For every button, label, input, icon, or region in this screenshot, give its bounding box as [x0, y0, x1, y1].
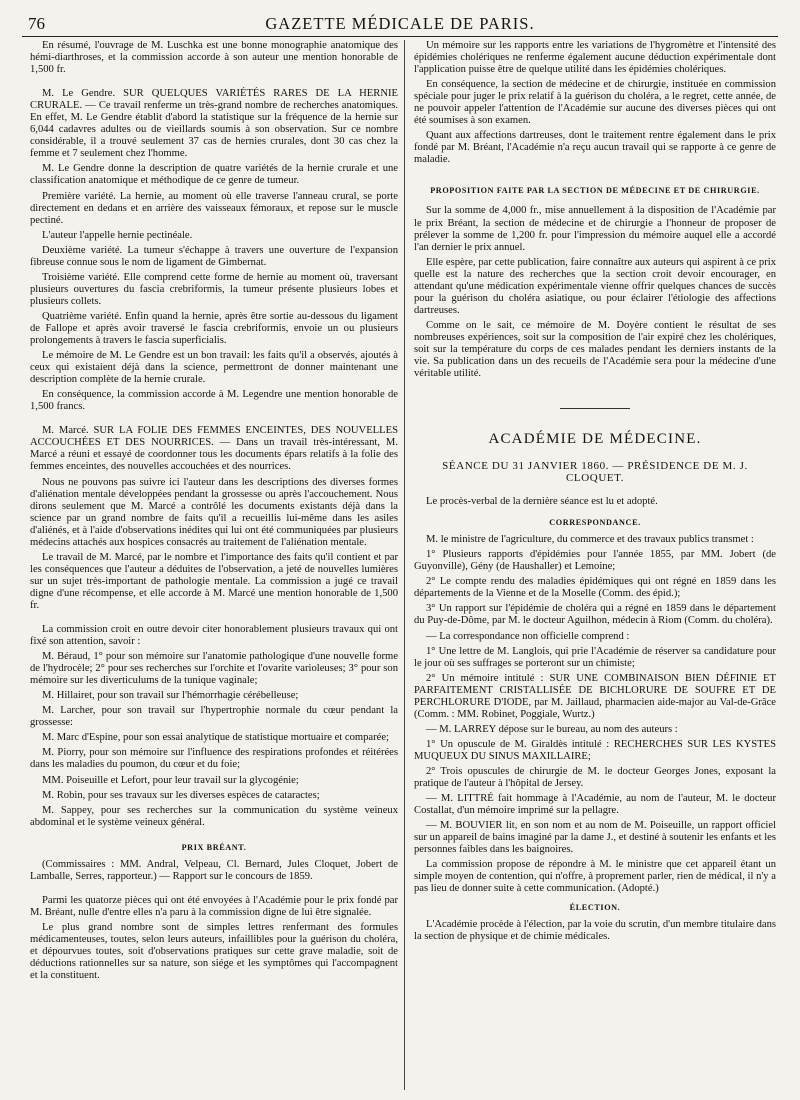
paragraph: 1° Une lettre de M. Langlois, qui prie l'Académie de réserver sa candidature pour le jour où ses suffrages se porteront sur un chimiste;	[414, 645, 776, 669]
left-column	[30, 40, 398, 1095]
paragraph: M. Marc d'Espine, pour son essai analytique de statistique mortuaire et comparée;	[42, 732, 389, 744]
right-column	[414, 40, 776, 1095]
paragraph: En résumé, l'ouvrage de M. Luschka est une bonne monographie anatomique des hémi-diarthroses, et la commission accorde à son auteur une mention honorable de 1,500 fr.	[30, 40, 398, 76]
paragraph: Nous ne pouvons pas suivre ici l'auteur dans les descriptions des diverses formes d'aliénation mentale développées pendant la grossesse ou après l'accouchement. Nous dirons seulement que M. Marcé a contrôlé les documents existants déjà dans la science par un grand nombre de faits qu'il a recueillis lui-même dans les asiles d'aliénés, et à l'aide d'observations inédites qui lui ont été communiquées par plusieurs médecins attachés aux hospices consacrés au traitement de l'aliénation mentale.	[30, 476, 398, 548]
paragraph: L'auteur l'appelle hernie pectinéale.	[42, 229, 193, 241]
paragraph: Elle espère, par cette publication, faire connaître aux auteurs qui aspirent à ce prix quelle est la nature des recherches que la section croit devoir encourager, en attendant qu'une médication expérimentale vienne offrir quelques chances de succès pour la guérison du choléra asiatique, ou pour éclairer l'étiologie des affections dartreuses.	[414, 256, 776, 316]
correspondance-heading: CORRESPONDANCE.	[549, 518, 641, 528]
paragraph: M. Béraud, 1° pour son mémoire sur l'anatomie pathologique d'une nouvelle forme de l'hydrocèle; 2° pour ses recherches sur l'orchite et l'ovarite varioleuses; 3° pour son mémoire sur les diverticulums de la tunique vaginale;	[30, 651, 398, 687]
paragraph: M. Hillairet, pour son travail sur l'hémorrhagie cérébelleuse;	[42, 690, 299, 702]
paragraph: M. Sappey, pour ses recherches sur la communication du système veineux abdominal et le système veineux général.	[30, 804, 398, 828]
paragraph: — M. LARREY dépose sur le bureau, au nom des auteurs :	[426, 723, 678, 735]
paragraph: M. Piorry, pour son mémoire sur l'influence des respirations profondes et réitérées dans les maladies du poumon, du cœur et du foie;	[30, 747, 398, 771]
paragraph: Première variété. La hernie, au moment où elle traverse l'anneau crural, se porte directement en dedans et en arrière des vaisseaux fémoraux, et repose sur le muscle pectiné.	[30, 190, 398, 226]
paragraph: L'Académie procède à l'élection, par la voie du scrutin, d'un membre titulaire dans la section de physique et de chimie médicales.	[414, 919, 776, 943]
paragraph: Le travail de M. Marcé, par le nombre et l'importance des faits qu'il contient et par les conséquences que l'auteur a déduites de l'observation, a jeté de nouvelles lumières sur un sujet très-important de pathologie mentale. La commission a jugé ce travail digne d'une récompense, et elle accorde à M. Marcé une mention honorable de 1,500 fr.	[30, 551, 398, 611]
paragraph: Troisième variété. Elle comprend cette forme de hernie au moment où, traversant plusieurs ouvertures du fascia crebriformis, la tumeur présente plusieurs lobes et plusieurs collets.	[30, 271, 398, 307]
paragraph: Le plus grand nombre sont de simples lettres renfermant des formules médicamenteuses, toutes, selon leurs auteurs, infaillibles pour la guérison du choléra, et dépourvues toutes, soit d'observations pratiques sur cette grave maladie, soit de déductions rationnelles sur sa nature, son siége et les symptômes qui l'accompagnent et la constituent.	[30, 921, 398, 982]
paragraph: Comme on le sait, ce mémoire de M. Doyère contient le résultat de ses nombreuses expériences, soit sur la composition de l'air expiré chez les cholériques, soit sur la température du corps de ces malades pendant les derniers instants de la vie. Sa publication dans un des recueils de l'Académie sera pour la médecine d'une véritable utilité.	[414, 319, 776, 380]
paragraph: 2° Le compte rendu des maladies épidémiques qui ont régné en 1859 dans les départements de la Vienne et de la Moselle (Comm. des épid.);	[414, 576, 776, 600]
paragraph: Le mémoire de M. Le Gendre est un bon travail: les faits qu'il a observés, ajoutés à ceux qui existaient déjà dans la science, permettront de donner maintenant une description complète de la hernie crurale.	[30, 350, 398, 386]
column-rule	[404, 40, 405, 1090]
election-heading: ÉLECTION.	[569, 903, 621, 913]
paragraph: (Commissaires : MM. Andral, Velpeau, Cl. Bernard, Jules Cloquet, Jobert de Lamballe, Serres, rapporteur.) — Rapport sur le concours de 1859.	[30, 858, 398, 882]
paragraph: — M. LITTRÉ fait hommage à l'Académie, au nom de l'auteur, M. le docteur Costallat, d'un mémoire imprimé sur la pellagre.	[414, 793, 776, 817]
paragraph: M. Marcé. SUR LA FOLIE DES FEMMES ENCEINTES, DES NOUVELLES ACCOUCHÉES ET DES NOURRICES. — Dans un travail très-intéressant, M. Marcé a réuni et essayé de coordonner tous les documents épars relatifs à la folie des femmes enceintes, des nouvelles accouchées et des nourrices.	[30, 425, 398, 473]
paragraph: M. Larcher, pour son travail sur l'hypertrophie normale du cœur pendant la grossesse:	[30, 705, 398, 729]
paragraph: M. Le Gendre donne la description de quatre variétés de la hernie crurale et une classification anatomique et méthodique de ce genre de tumeur.	[30, 163, 398, 187]
paragraph: M. le ministre de l'agriculture, du commerce et des travaux publics transmet :	[426, 534, 754, 546]
paragraph: — La correspondance non officielle comprend :	[426, 630, 630, 642]
paragraph: En conséquence, la section de médecine et de chirurgie, instituée en commission spéciale pour juger le prix relatif à la guérison du choléra, a le regret, cette année, de ne pouvoir appeler l'attention de l'Académie sur aucune des diverses pièces qui ont été soumises à son examen.	[414, 79, 776, 127]
paragraph: Quatrième variété. Enfin quand la hernie, après être sortie au-dessous du ligament de Fallope et après avoir traversé le fascia crebriformis, envoie un ou plusieurs prolongements à travers le fascia superficialis.	[30, 310, 398, 347]
session-line: SÉANCE DU 31 JANVIER 1860. — PRÉSIDENCE DE M. J. CLOQUET.	[442, 460, 748, 485]
paragraph: 1° Plusieurs rapports d'épidémies pour l'année 1855, par MM. Jobert (de Guyonville), Gény (de Haushaller) et Lemoine;	[414, 549, 776, 573]
paragraph: 1° Un opuscule de M. Giraldès intitulé : RECHERCHES SUR LES KYSTES MUQUEUX DU SINUS MAXILLAIRE;	[414, 738, 776, 762]
section-divider	[560, 408, 630, 409]
proposition-heading: PROPOSITION FAITE PAR LA SECTION DE MÉDECINE ET DE CHIRURGIE.	[430, 186, 760, 196]
prix-breant-heading: PRIX BRÉANT.	[181, 842, 247, 852]
academie-title: ACADÉMIE DE MÉDECINE.	[488, 431, 702, 448]
paragraph: MM. Poiseuille et Lefort, pour leur travail sur la glycogénie;	[42, 774, 299, 786]
paragraph: Parmi les quatorze pièces qui ont été envoyées à l'Académie pour le prix fondé par M. Bréant, nulle d'entre elles n'a paru à la commission digne de lui être signalée.	[30, 894, 398, 918]
paragraph: La commission propose de répondre à M. le ministre que cet appareil étant un simple moyen de contention, qui n'offre, à proprement parler, rien de médical, il n'y a pas lieu de donner suite à cette communication. (Adopté.)	[414, 859, 776, 895]
paragraph: Le procès-verbal de la dernière séance est lu et adopté.	[426, 496, 658, 508]
paragraph: Quant aux affections dartreuses, dont le traitement rentre également dans le prix fondé par M. Bréant, l'Académie n'a reçu aucun travail qui se rapporte à ce genre de maladie.	[414, 130, 776, 166]
paragraph: — M. BOUVIER lit, en son nom et au nom de M. Poiseuille, un rapport officiel sur un appareil de bains imaginé par la dame J., et destiné à soutenir les enfants et les personnes faibles dans les baignoires.	[414, 820, 776, 856]
paragraph: Un mémoire sur les rapports entre les variations de l'hygromètre et l'intensité des épidémies cholériques ne renferme également aucune déduction expérimentale dont l'application puisse être de quelque utilité dans les épidémies cholériques.	[414, 40, 776, 76]
paragraph: 2° Un mémoire intitulé : SUR UNE COMBINAISON BIEN DÉFINIE ET PARFAITEMENT CRISTALLISÉE DE BICHLORURE DE SOUFRE ET DE PERCHLORURE D'IODE, par M. Jaillaud, pharmacien aide-major au Val-de-Grâce (Comm. : MM. Robinet, Poggiale, Wurtz.)	[414, 672, 776, 720]
columns	[22, 40, 778, 1100]
running-head	[22, 10, 778, 37]
paragraph: 2° Trois opuscules de chirurgie de M. le docteur Georges Jones, exposant la pratique de l'auteur à l'hôpital de Jersey.	[414, 765, 776, 790]
journal-title: GAZETTE MÉDICALE DE PARIS.	[265, 14, 535, 33]
paragraph: Sur la somme de 4,000 fr., mise annuellement à la disposition de l'Académie par le prix Bréant, la section de médecine et de chirurgie a l'honneur de proposer de prélever la somme de 1,200 fr. pour l'impression du mémoire auquel elle a accordé l'an dernier le prix annuel.	[414, 205, 776, 253]
paragraph: M. Le Gendre. SUR QUELQUES VARIÉTÉS RARES DE LA HERNIE CRURALE. — Ce travail renferme un très-grand nombre de recherches anatomiques. En effet, M. Le Gendre établit d'abord la statistique sur la fréquence de la hernie sur 6,044 cadavres adultes ou de vieillards soumis à son observation. Sur ce nombre considérable, il a trouvé seulement 37 cas de hernies crurales, dont 30 cas chez la femme et 7 seulement chez l'homme.	[30, 88, 398, 160]
paragraph: Deuxième variété. La tumeur s'échappe à travers une ouverture de l'expansion fibreuse connue sous le nom de ligament de Gimbernat.	[30, 244, 398, 268]
paragraph: M. Robin, pour ses travaux sur les diverses espèces de cataractes;	[42, 789, 320, 801]
paragraph: La commission croit en outre devoir citer honorablement plusieurs travaux qui ont fixé son attention, savoir :	[30, 624, 398, 648]
page-number: 76	[28, 14, 45, 33]
paragraph: En conséquence, la commission accorde à M. Legendre une mention honorable de 1,500 francs.	[30, 389, 398, 413]
paragraph: 3° Un rapport sur l'épidémie de choléra qui a régné en 1859 dans le département du Puy-de-Dôme, par M. le docteur Aguilhon, médecin à Riom (Comm. du choléra).	[414, 603, 776, 627]
